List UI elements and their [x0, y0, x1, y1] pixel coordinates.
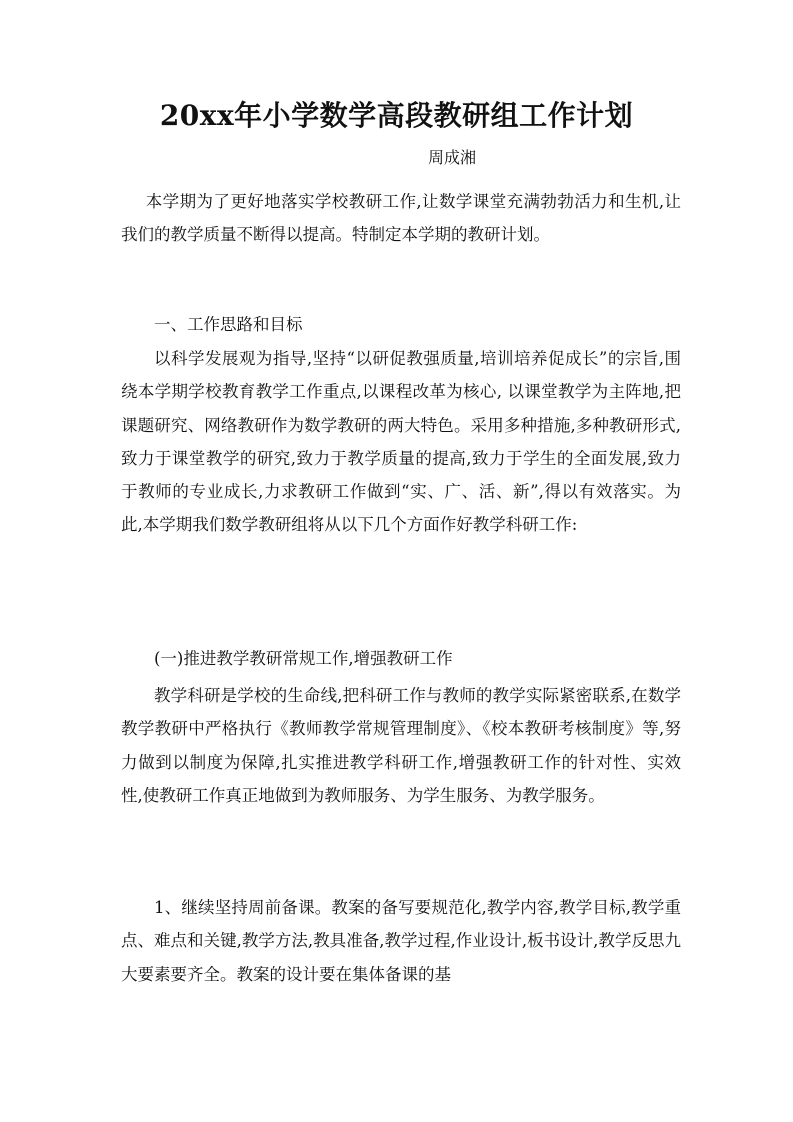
document-title: 20xx年小学数学高段教研组工作计划: [159, 99, 634, 132]
paragraph-routine: 教学科研是学校的生命线,把科研工作与教师的教学实际紧密联系,在数学教学教研中严格执行《教师教学常规管理制度》、《校本教研考核制度》等,努力做到以制度为保障,扎实推进教学科研工作,增强教研工作的针对性、实效性,使教研工作真正地做到为教师服务、为学生服务、为教学服务。: [121, 686, 681, 805]
paragraph-item-1: 1、继续坚持周前备课。教案的备写要规范化,教学内容,教学目标,教学重点、难点和关键,教学方法,教具准备,教学过程,作业设计,板书设计,教学反思九大要素要齐全。教案的设计要在集体备课的基: [121, 898, 681, 984]
paragraph-intro: 本学期为了更好地落实学校教研工作,让数学课堂充满勃勃活力和生机,让我们的教学质量不断得以提高。特制定本学期的教研计划。: [121, 192, 681, 245]
paragraph-goals: 以科学发展观为指导,坚持“以研促教强质量,培训培养促成长”的宗旨,围绕本学期学校教育教学工作重点,以课程改革为核心, 以课堂教学为主阵地,把课题研究、网络教研作为数学教研的两大特色。采用多种措施,多种教研形式,致力于课堂教学的研究,致力于教学质量的提高,致力于学生的全面发展,致力于教师的专业成长,力求教研工作做到“实、广、活、新”,得以有效落实。为此,本学期我们数学教研组将从以下几个方面作好教学科研工作:: [121, 349, 681, 535]
section-heading-1: 一、工作思路和目标: [154, 315, 303, 334]
document-author: 周成湘: [428, 148, 477, 167]
section-heading-2: (一)推进教学教研常规工作,增强教研工作: [154, 649, 453, 668]
